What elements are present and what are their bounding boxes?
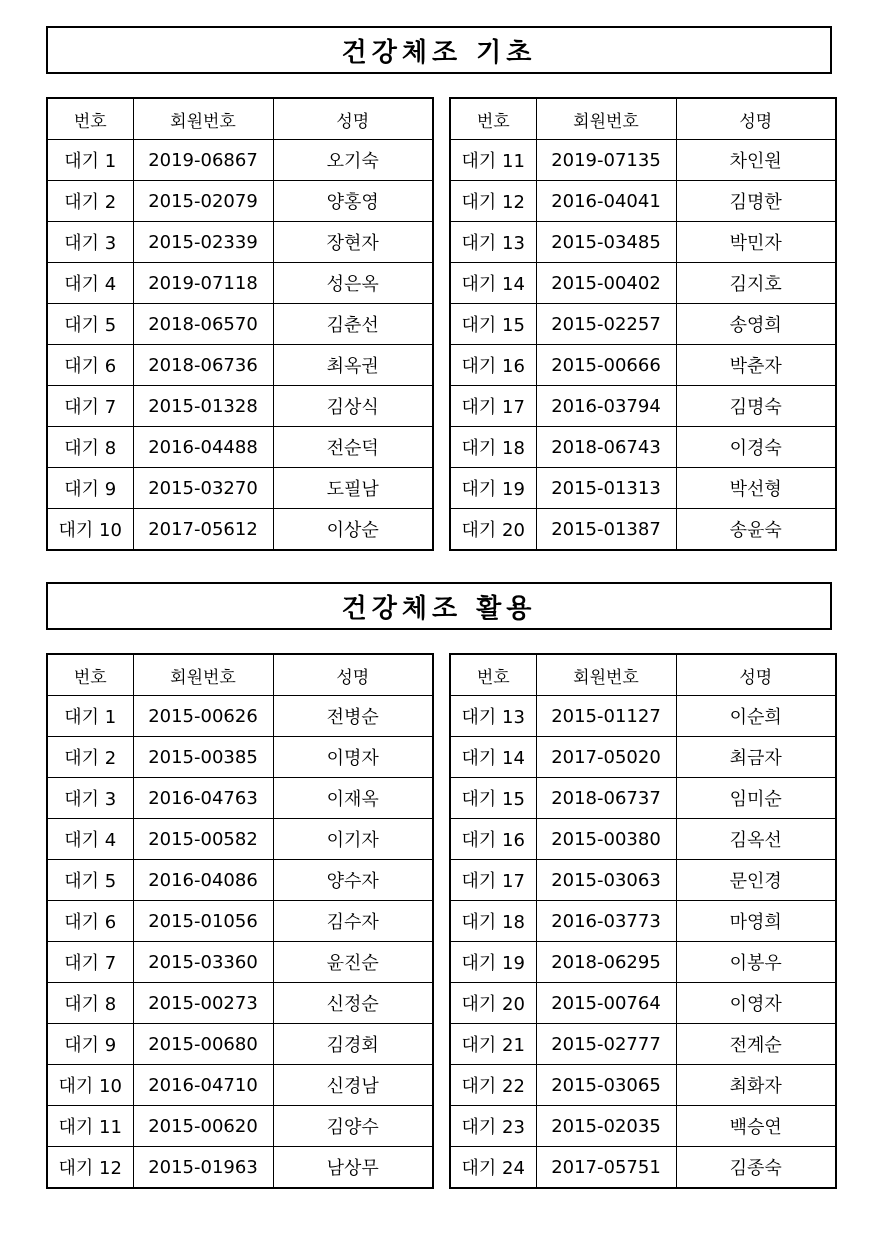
- waitlist-number: 대기 18: [450, 427, 536, 468]
- member-name: 임미순: [676, 778, 836, 819]
- table-row: [47, 468, 433, 509]
- member-name: 오기숙: [273, 140, 433, 181]
- table-row: [450, 901, 836, 942]
- member-id: 2015-01328: [133, 386, 273, 427]
- table-row: [47, 304, 433, 345]
- waitlist-number: 대기 20: [450, 509, 536, 551]
- table-row: [47, 1065, 433, 1106]
- table-row: [47, 427, 433, 468]
- member-id: 2015-01127: [536, 696, 676, 737]
- member-name: 김명한: [676, 181, 836, 222]
- column-header-number: 번호: [450, 98, 536, 140]
- member-id: 2015-01056: [133, 901, 273, 942]
- waitlist-number: 대기 5: [47, 304, 133, 345]
- table-row: [47, 819, 433, 860]
- waitlist-number: 대기 4: [47, 263, 133, 304]
- waitlist-number: 대기 2: [47, 181, 133, 222]
- table-row: [450, 1106, 836, 1147]
- table-row: [450, 1024, 836, 1065]
- table-row: [47, 509, 433, 551]
- waitlist-number: 대기 3: [47, 222, 133, 263]
- member-name: 양수자: [273, 860, 433, 901]
- table-row: [47, 1024, 433, 1065]
- waitlist-number: 대기 16: [450, 819, 536, 860]
- waitlist-number: 대기 1: [47, 696, 133, 737]
- member-name: 김춘선: [273, 304, 433, 345]
- member-name: 김양수: [273, 1106, 433, 1147]
- member-name: 이봉우: [676, 942, 836, 983]
- waitlist-number: 대기 19: [450, 942, 536, 983]
- waitlist-number: 대기 18: [450, 901, 536, 942]
- waitlist-number: 대기 10: [47, 509, 133, 551]
- member-id: 2016-03794: [536, 386, 676, 427]
- member-id: 2018-06295: [536, 942, 676, 983]
- member-id: 2015-00620: [133, 1106, 273, 1147]
- member-name: 남상무: [273, 1147, 433, 1189]
- member-id: 2015-02339: [133, 222, 273, 263]
- member-id: 2015-00273: [133, 983, 273, 1024]
- waitlist-number: 대기 17: [450, 860, 536, 901]
- member-name: 이명자: [273, 737, 433, 778]
- member-name: 박민자: [676, 222, 836, 263]
- table-row: [450, 386, 836, 427]
- section-title: 건강체조 기초: [46, 26, 832, 74]
- member-id: 2015-00582: [133, 819, 273, 860]
- header-row: [47, 654, 433, 696]
- member-name: 김옥선: [676, 819, 836, 860]
- waitlist-number: 대기 20: [450, 983, 536, 1024]
- waitlist-number: 대기 17: [450, 386, 536, 427]
- section-title: 건강체조 활용: [46, 582, 832, 630]
- table-row: [450, 181, 836, 222]
- waitlist-number: 대기 21: [450, 1024, 536, 1065]
- waitlist-number: 대기 7: [47, 386, 133, 427]
- table-row: [47, 222, 433, 263]
- member-name: 신경남: [273, 1065, 433, 1106]
- table-row: [450, 468, 836, 509]
- member-id: 2018-06570: [133, 304, 273, 345]
- table-row: [450, 983, 836, 1024]
- column-header-name: 성명: [273, 98, 433, 140]
- waitlist-number: 대기 11: [47, 1106, 133, 1147]
- waitlist-number: 대기 6: [47, 345, 133, 386]
- member-name: 이기자: [273, 819, 433, 860]
- member-name: 마영희: [676, 901, 836, 942]
- table-row: [450, 509, 836, 551]
- member-id: 2015-03270: [133, 468, 273, 509]
- roster-table: [46, 653, 434, 1189]
- column-header-member-id: 회원번호: [536, 98, 676, 140]
- member-id: 2017-05612: [133, 509, 273, 551]
- member-name: 최금자: [676, 737, 836, 778]
- waitlist-number: 대기 15: [450, 778, 536, 819]
- member-id: 2015-02777: [536, 1024, 676, 1065]
- waitlist-number: 대기 10: [47, 1065, 133, 1106]
- waitlist-number: 대기 2: [47, 737, 133, 778]
- table-row: [47, 778, 433, 819]
- member-id: 2016-04086: [133, 860, 273, 901]
- member-name: 신정순: [273, 983, 433, 1024]
- column-header-member-id: 회원번호: [536, 654, 676, 696]
- member-name: 김종숙: [676, 1147, 836, 1189]
- member-name: 김명숙: [676, 386, 836, 427]
- table-row: [47, 860, 433, 901]
- waitlist-number: 대기 12: [47, 1147, 133, 1189]
- waitlist-number: 대기 14: [450, 263, 536, 304]
- member-id: 2015-00666: [536, 345, 676, 386]
- member-name: 최화자: [676, 1065, 836, 1106]
- waitlist-number: 대기 24: [450, 1147, 536, 1189]
- table-row: [450, 696, 836, 737]
- member-name: 성은옥: [273, 263, 433, 304]
- table-row: [47, 181, 433, 222]
- table-row: [47, 737, 433, 778]
- column-header-number: 번호: [47, 98, 133, 140]
- member-name: 김수자: [273, 901, 433, 942]
- column-header-name: 성명: [676, 654, 836, 696]
- member-id: 2016-04710: [133, 1065, 273, 1106]
- member-name: 이상순: [273, 509, 433, 551]
- table-row: [47, 140, 433, 181]
- member-id: 2016-03773: [536, 901, 676, 942]
- column-header-member-id: 회원번호: [133, 98, 273, 140]
- column-header-number: 번호: [47, 654, 133, 696]
- member-name: 차인원: [676, 140, 836, 181]
- member-id: 2018-06743: [536, 427, 676, 468]
- table-row: [450, 304, 836, 345]
- table-row: [450, 140, 836, 181]
- member-id: 2018-06736: [133, 345, 273, 386]
- waitlist-number: 대기 11: [450, 140, 536, 181]
- table-row: [450, 427, 836, 468]
- member-name: 송윤숙: [676, 509, 836, 551]
- member-id: 2015-03063: [536, 860, 676, 901]
- waitlist-number: 대기 13: [450, 222, 536, 263]
- waitlist-number: 대기 15: [450, 304, 536, 345]
- waitlist-number: 대기 22: [450, 1065, 536, 1106]
- member-name: 최옥권: [273, 345, 433, 386]
- waitlist-number: 대기 9: [47, 1024, 133, 1065]
- table-row: [47, 263, 433, 304]
- member-id: 2016-04763: [133, 778, 273, 819]
- member-name: 이경숙: [676, 427, 836, 468]
- member-name: 이영자: [676, 983, 836, 1024]
- waitlist-number: 대기 8: [47, 983, 133, 1024]
- member-id: 2015-00764: [536, 983, 676, 1024]
- member-id: 2017-05751: [536, 1147, 676, 1189]
- member-name: 백승연: [676, 1106, 836, 1147]
- member-id: 2015-02257: [536, 304, 676, 345]
- member-id: 2015-01963: [133, 1147, 273, 1189]
- table-row: [450, 737, 836, 778]
- column-header-name: 성명: [273, 654, 433, 696]
- member-name: 전순덕: [273, 427, 433, 468]
- member-id: 2018-06737: [536, 778, 676, 819]
- waitlist-number: 대기 7: [47, 942, 133, 983]
- member-id: 2015-02035: [536, 1106, 676, 1147]
- table-row: [47, 386, 433, 427]
- member-name: 이재옥: [273, 778, 433, 819]
- header-row: [47, 98, 433, 140]
- waitlist-number: 대기 9: [47, 468, 133, 509]
- member-id: 2015-03065: [536, 1065, 676, 1106]
- header-row: [450, 654, 836, 696]
- member-id: 2019-06867: [133, 140, 273, 181]
- table-row: [450, 819, 836, 860]
- waitlist-number: 대기 5: [47, 860, 133, 901]
- roster-table: [449, 653, 837, 1189]
- waitlist-number: 대기 14: [450, 737, 536, 778]
- waitlist-number: 대기 16: [450, 345, 536, 386]
- member-id: 2015-00626: [133, 696, 273, 737]
- table-row: [450, 1147, 836, 1189]
- table-row: [450, 263, 836, 304]
- member-name: 이순희: [676, 696, 836, 737]
- waitlist-number: 대기 13: [450, 696, 536, 737]
- table-row: [450, 778, 836, 819]
- waitlist-number: 대기 3: [47, 778, 133, 819]
- member-name: 양홍영: [273, 181, 433, 222]
- member-id: 2019-07118: [133, 263, 273, 304]
- table-row: [450, 860, 836, 901]
- member-name: 김상식: [273, 386, 433, 427]
- member-id: 2015-00402: [536, 263, 676, 304]
- table-row: [47, 1106, 433, 1147]
- waitlist-number: 대기 4: [47, 819, 133, 860]
- table-row: [47, 1147, 433, 1189]
- member-name: 김경회: [273, 1024, 433, 1065]
- column-header-name: 성명: [676, 98, 836, 140]
- roster-table: [449, 97, 837, 551]
- table-row: [450, 222, 836, 263]
- table-row: [47, 901, 433, 942]
- column-header-number: 번호: [450, 654, 536, 696]
- member-id: 2015-03485: [536, 222, 676, 263]
- member-id: 2017-05020: [536, 737, 676, 778]
- table-row: [450, 345, 836, 386]
- member-id: 2015-00680: [133, 1024, 273, 1065]
- member-id: 2019-07135: [536, 140, 676, 181]
- member-name: 윤진순: [273, 942, 433, 983]
- waitlist-number: 대기 19: [450, 468, 536, 509]
- table-row: [450, 1065, 836, 1106]
- table-row: [47, 942, 433, 983]
- member-name: 박춘자: [676, 345, 836, 386]
- waitlist-number: 대기 1: [47, 140, 133, 181]
- waitlist-number: 대기 23: [450, 1106, 536, 1147]
- table-row: [47, 983, 433, 1024]
- member-id: 2015-00380: [536, 819, 676, 860]
- member-name: 전계순: [676, 1024, 836, 1065]
- member-name: 김지호: [676, 263, 836, 304]
- table-row: [47, 345, 433, 386]
- member-name: 문인경: [676, 860, 836, 901]
- member-id: 2016-04488: [133, 427, 273, 468]
- waitlist-number: 대기 8: [47, 427, 133, 468]
- waitlist-number: 대기 12: [450, 181, 536, 222]
- member-name: 도필남: [273, 468, 433, 509]
- member-name: 박선형: [676, 468, 836, 509]
- member-id: 2015-02079: [133, 181, 273, 222]
- member-id: 2016-04041: [536, 181, 676, 222]
- roster-table: [46, 97, 434, 551]
- member-id: 2015-01313: [536, 468, 676, 509]
- table-row: [450, 942, 836, 983]
- member-name: 송영희: [676, 304, 836, 345]
- member-id: 2015-01387: [536, 509, 676, 551]
- header-row: [450, 98, 836, 140]
- column-header-member-id: 회원번호: [133, 654, 273, 696]
- member-id: 2015-00385: [133, 737, 273, 778]
- member-name: 장현자: [273, 222, 433, 263]
- member-name: 전병순: [273, 696, 433, 737]
- waitlist-number: 대기 6: [47, 901, 133, 942]
- table-row: [47, 696, 433, 737]
- member-id: 2015-03360: [133, 942, 273, 983]
